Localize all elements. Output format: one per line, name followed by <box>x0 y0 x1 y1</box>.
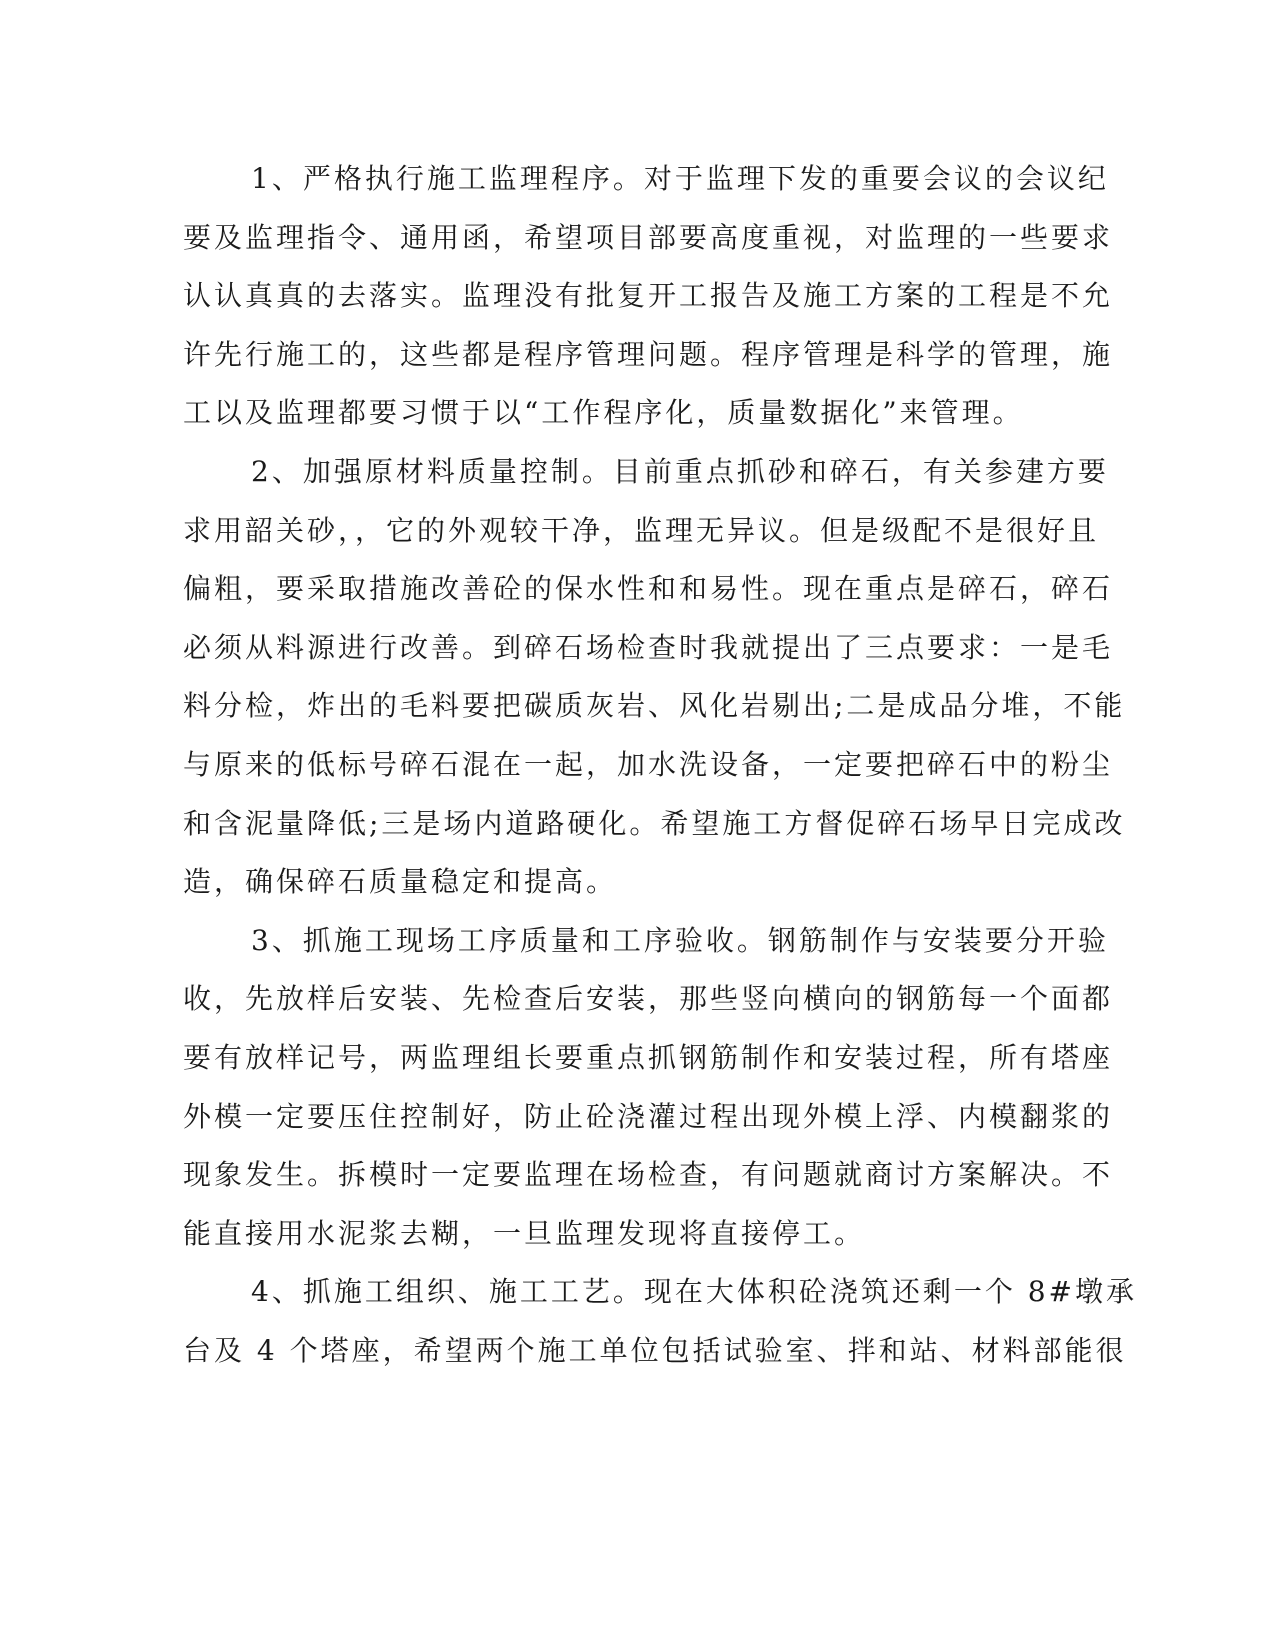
document-body <box>183 150 1137 1380</box>
paragraph-line: 要有放样记号，两监理组长要重点抓钢筋制作和安装过程，所有塔座 <box>183 1040 1114 1074</box>
paragraph-line: 许先行施工的，这些都是程序管理问题。程序管理是科学的管理，施 <box>183 337 1114 371</box>
paragraph-line: 必须从料源进行改善。到碎石场检查时我就提出了三点要求：一是毛 <box>183 630 1114 664</box>
paragraph-line: 与原来的低标号碎石混在一起，加水洗设备，一定要把碎石中的粉尘 <box>183 747 1114 781</box>
paragraph-4 <box>183 1263 1137 1380</box>
paragraph-line: 料分检，炸出的毛料要把碳质灰岩、风化岩剔出;二是成品分堆，不能 <box>183 689 1126 723</box>
paragraph-line: 要及监理指令、通用函，希望项目部要高度重视，对监理的一些要求 <box>183 220 1114 254</box>
paragraph-line: 和含泥量降低;三是场内道路硬化。希望施工方督促碎石场早日完成改 <box>183 806 1126 840</box>
paragraph-line: 2、加强原材料质量控制。目前重点抓砂和碎石，有关参建方要 <box>251 454 1109 488</box>
paragraph-line: 3、抓施工现场工序质量和工序验收。钢筋制作与安装要分开验 <box>251 923 1109 957</box>
paragraph-line: 求用韶关砂，，它的外观较干净，监理无异议。但是级配不是很好且 <box>183 513 1100 547</box>
paragraph-line: 造，确保碎石质量稳定和提高。 <box>183 865 618 899</box>
paragraph-line: 台及 4 个塔座，希望两个施工单位包括试验室、拌和站、材料部能很 <box>183 1333 1127 1367</box>
paragraph-line: 收，先放样后安装、先检查后安装，那些竖向横向的钢筋每一个面都 <box>183 982 1114 1016</box>
paragraph-line: 工以及监理都要习惯于以“工作程序化，质量数据化”来管理。 <box>183 396 1024 430</box>
paragraph-line: 认认真真的去落实。监理没有批复开工报告及施工方案的工程是不允 <box>183 279 1114 313</box>
paragraph-2 <box>183 443 1126 912</box>
paragraph-line: 4、抓施工组织、施工工艺。现在大体积砼浇筑还剩一个 8#墩承 <box>251 1275 1137 1309</box>
paragraph-line: 现象发生。拆模时一定要监理在场检查，有问题就商讨方案解决。不 <box>183 1158 1114 1192</box>
paragraph-line: 1、严格执行施工监理程序。对于监理下发的重要会议的会议纪 <box>251 162 1109 195</box>
paragraph-line: 偏粗，要采取措施改善砼的保水性和和易性。现在重点是碎石，碎石 <box>183 572 1114 606</box>
paragraph-line: 能直接用水泥浆去糊，一旦监理发现将直接停工。 <box>183 1216 866 1250</box>
paragraph-3 <box>183 912 1114 1264</box>
paragraph-1 <box>183 150 1114 443</box>
paragraph-line: 外模一定要压住控制好，防止砼浇灌过程出现外模上浮、内模翻浆的 <box>183 1099 1114 1133</box>
